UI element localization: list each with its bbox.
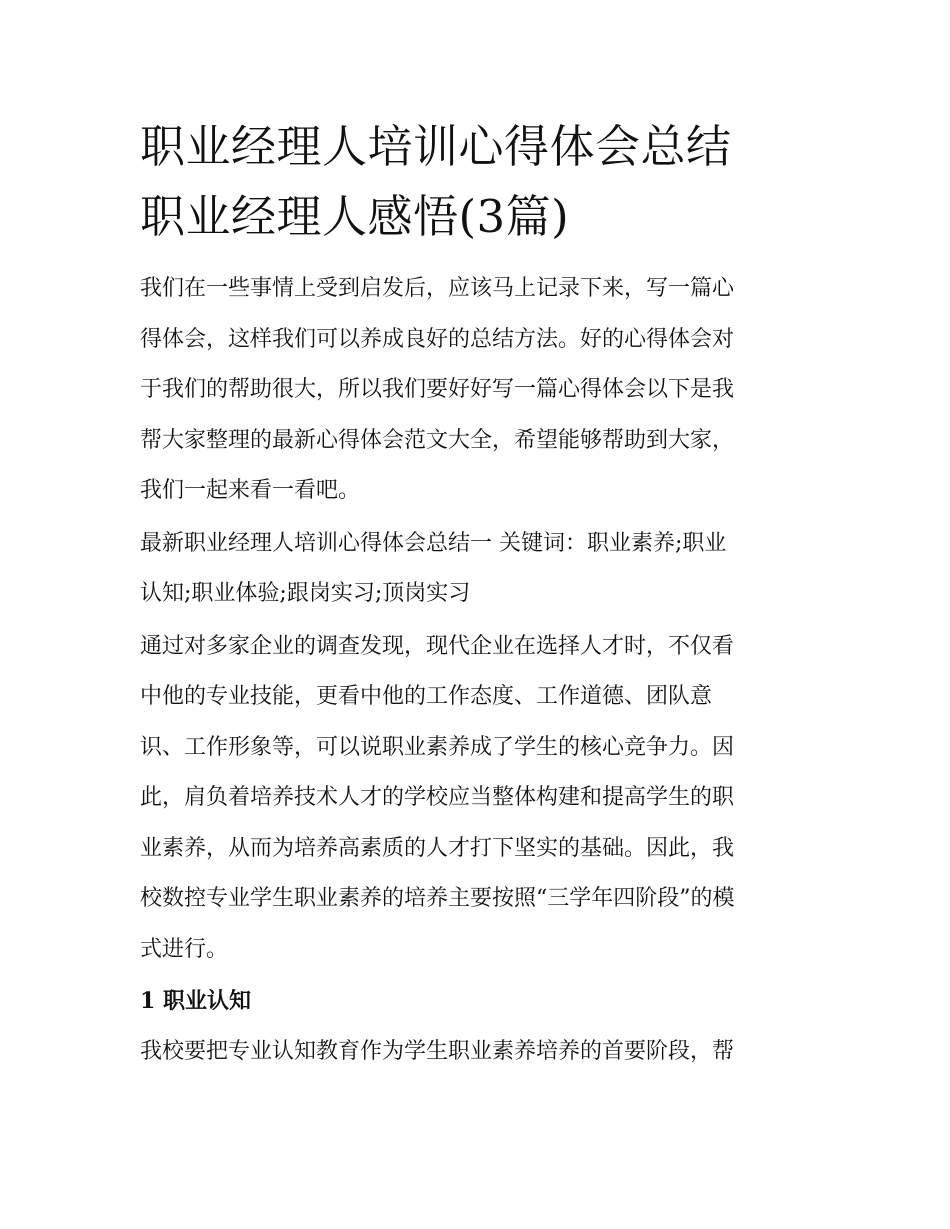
- keywords-paragraph: [140, 519, 820, 620]
- text-line: 校数控专业学生职业素养的培养主要按照“三学年四阶段”的模: [140, 886, 735, 911]
- document-content: [140, 112, 820, 1078]
- text-line: 于我们的帮助很大，所以我们要好好写一篇心得体会以下是我: [140, 377, 735, 402]
- title-line: 职业经理人培训心得体会总结: [140, 120, 732, 173]
- text-line: 我校要把专业认知教育作为学生职业素养培养的首要阶段，帮: [140, 1039, 735, 1064]
- body-paragraph: [140, 622, 820, 976]
- document-title: [140, 112, 820, 252]
- text-line: 中他的专业技能，更看中他的工作态度、工作道德、团队意: [140, 684, 713, 709]
- text-line: 认知;职业体验;跟岗实习;顶岗实习: [140, 581, 471, 606]
- text-line: 最新职业经理人培训心得体会总结一 关键词：职业素养;职业: [140, 530, 727, 556]
- text-line: 帮大家整理的最新心得体会范文大全，希望能够帮助到大家，: [140, 427, 735, 453]
- text-line: 我们一起来看一看吧。: [140, 478, 361, 503]
- text-line: 我们在一些事情上受到启发后，应该马上记录下来，写一篇心: [140, 276, 735, 301]
- text-line: 式进行。: [140, 936, 229, 962]
- section-heading: 1 职业认知: [140, 988, 251, 1014]
- text-line: 识、工作形象等，可以说职业素养成了学生的核心竞争力。因: [140, 734, 735, 760]
- text-line: 得体会，这样我们可以养成良好的总结方法。好的心得体会对: [140, 326, 735, 352]
- section-paragraph: [140, 1027, 820, 1078]
- text-line: 此，肩负着培养技术人才的学校应当整体构建和提高学生的职: [140, 785, 735, 810]
- text-line: 通过对多家企业的调查发现，现代企业在选择人才时，不仅看: [140, 633, 735, 659]
- title-line: 职业经理人感悟(3篇): [140, 190, 570, 243]
- text-line: 业素养，从而为培养高素质的人才打下坚实的基础。因此，我: [140, 835, 735, 861]
- intro-paragraph: [140, 264, 820, 517]
